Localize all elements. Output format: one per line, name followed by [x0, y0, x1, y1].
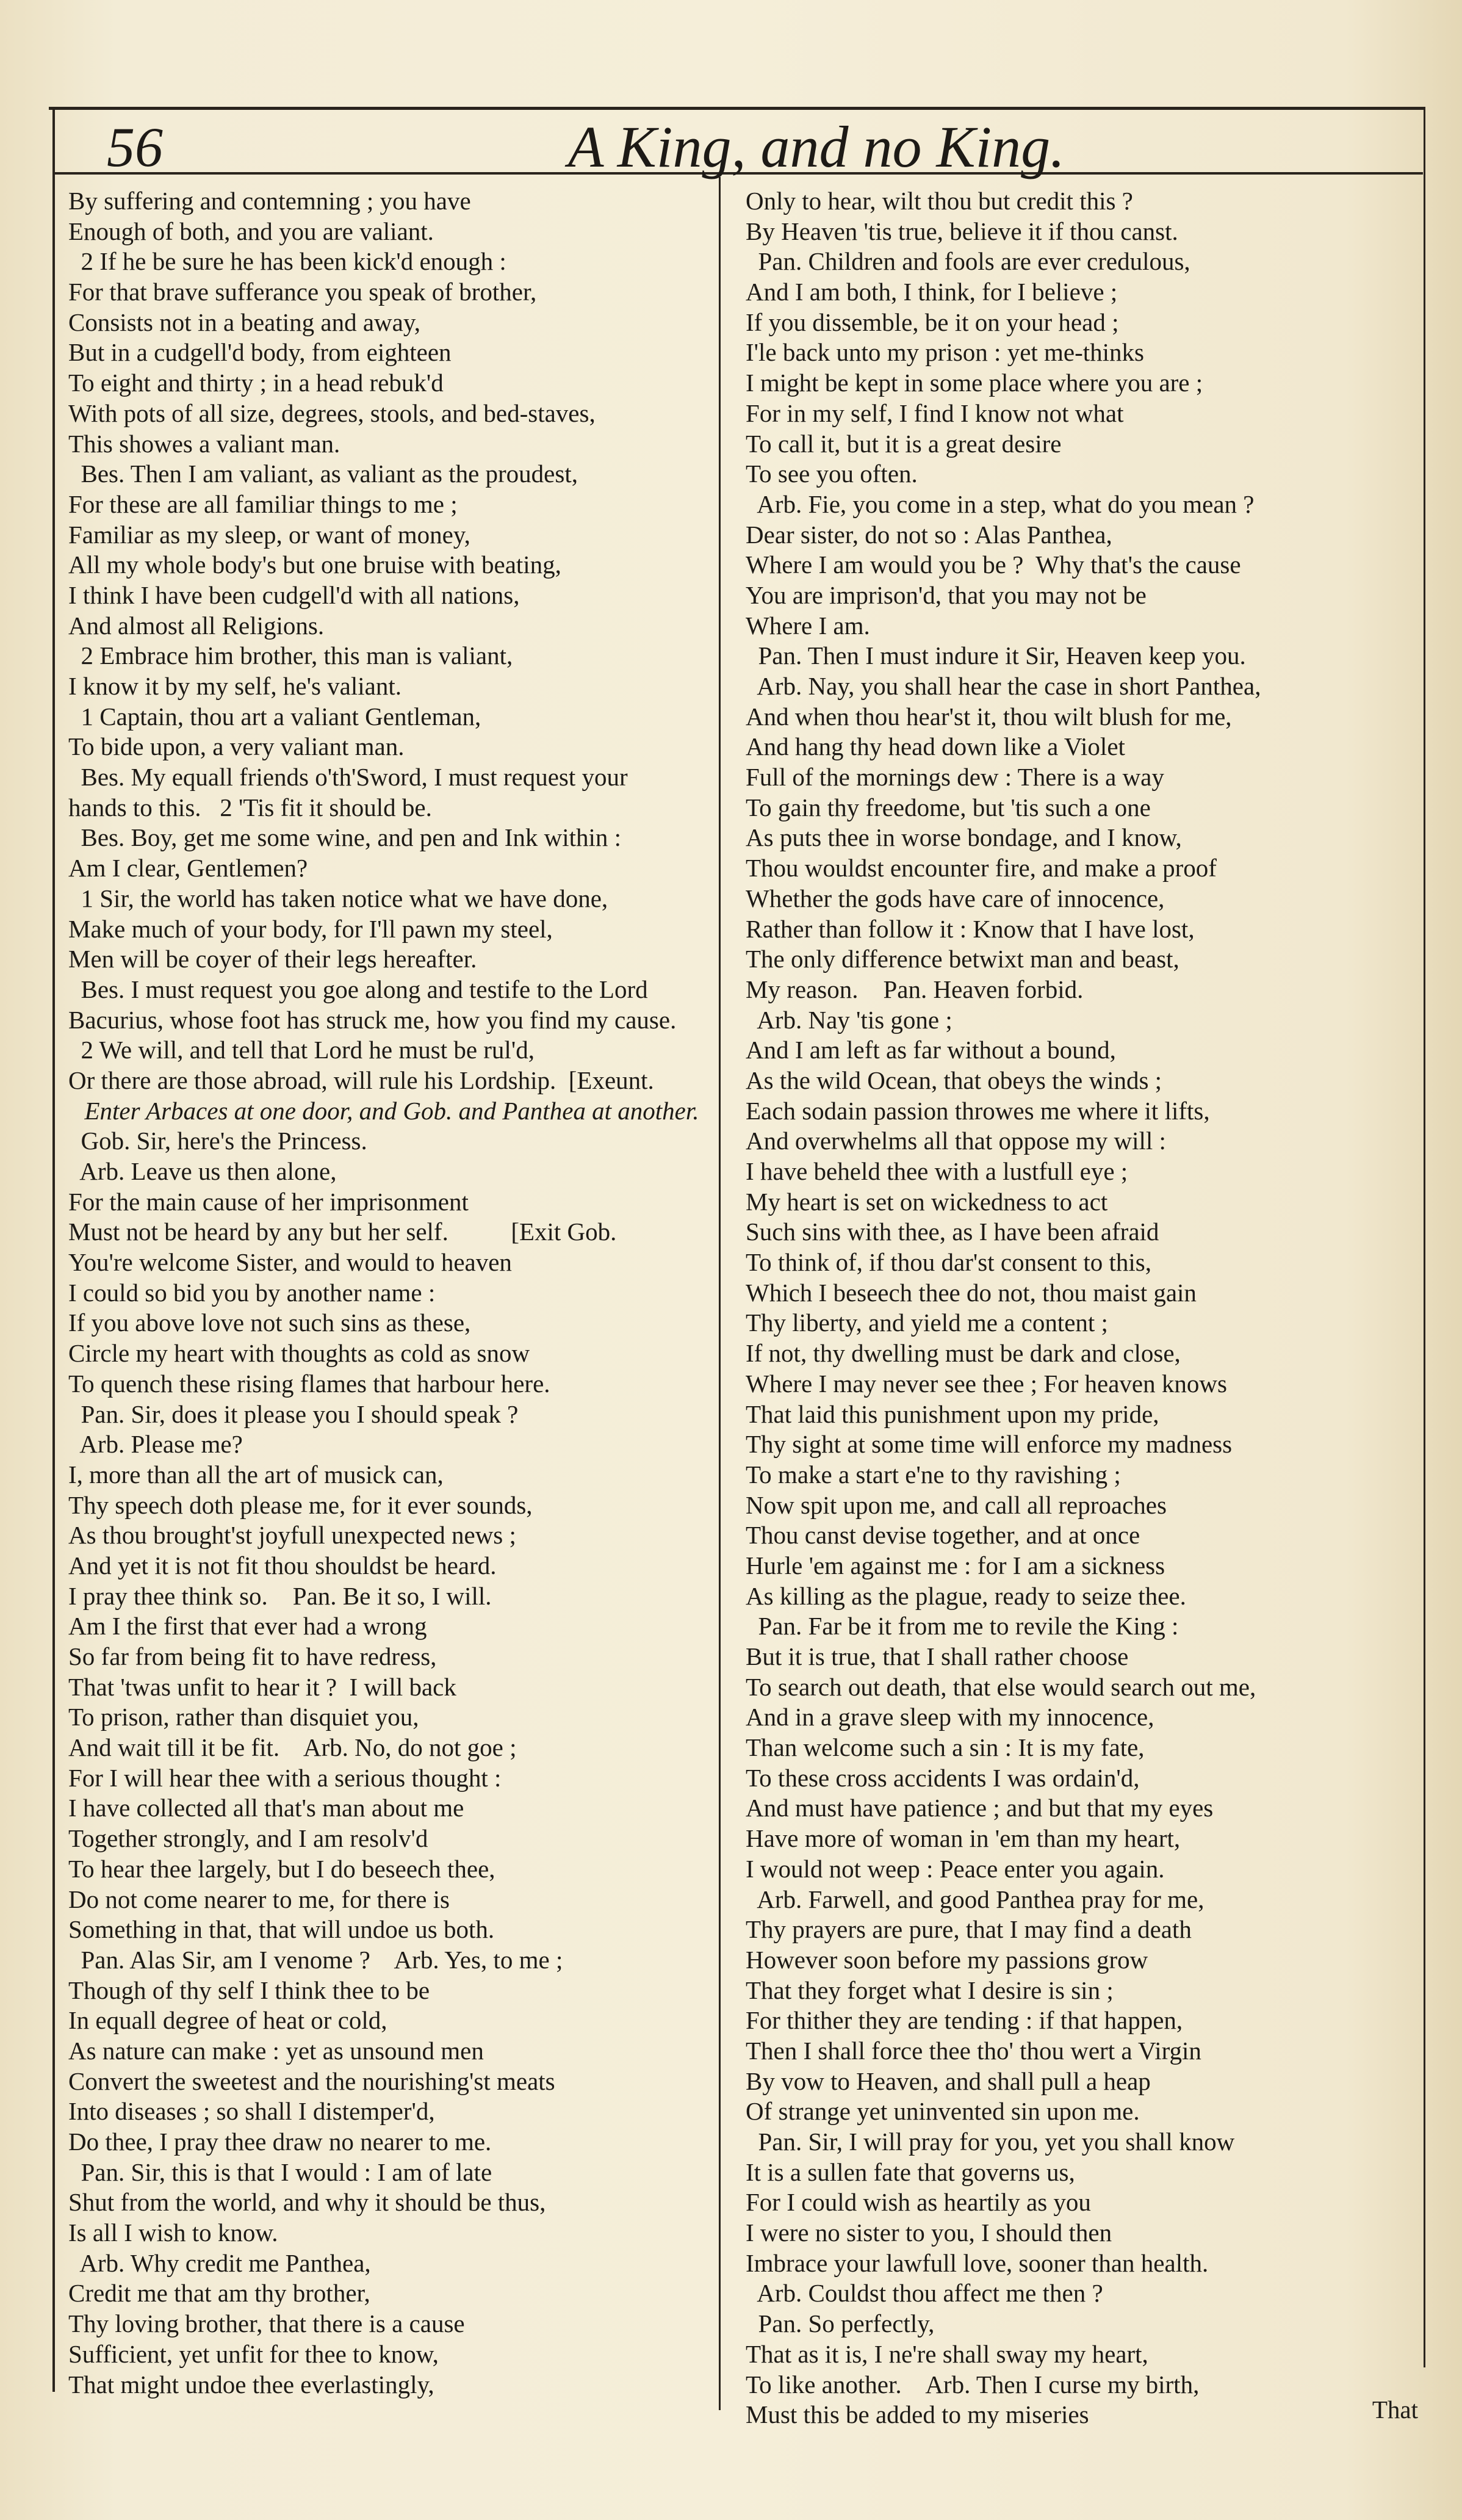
text-line: For thither they are tending : if that happen,	[746, 2006, 1183, 2035]
text-line: And yet it is not fit thou shouldst be heard.	[68, 1551, 497, 1580]
text-line: 2 Embrace him brother, this man is valiant,	[68, 641, 513, 670]
text-line: Arb. Nay 'tis gone ;	[746, 1005, 952, 1034]
text-line: Must not be heard by any but her self. [Exit Gob.	[68, 1218, 617, 1246]
left-border-rule	[52, 107, 55, 2392]
text-line: Arb. Farwell, and good Panthea pray for me,	[746, 1885, 1205, 1913]
text-line: Now spit upon me, and call all reproaches	[746, 1490, 1167, 1519]
text-line: To gain thy freedome, but 'tis such a one	[746, 793, 1151, 821]
text-line: The only difference betwixt man and beast,	[746, 945, 1179, 973]
text-line: I were no sister to you, I should then	[746, 2219, 1112, 2247]
text-line: This showes a valiant man.	[68, 429, 340, 458]
text-line: Do not come nearer to me, for there is	[68, 1885, 450, 1913]
text-line: To see you often.	[746, 460, 918, 488]
text-line: I think I have been cudgell'd with all nations,	[68, 580, 520, 609]
text-line: Thou canst devise together, and at once	[746, 1521, 1140, 1550]
text-line: As the wild Ocean, that obeys the winds ;	[746, 1066, 1162, 1094]
text-line: hands to this. 2 'Tis fit it should be.	[68, 793, 432, 821]
text-line: Something in that, that will undoe us both.	[68, 1915, 495, 1944]
text-line: Or there are those abroad, will rule his Lordship. [Exeunt.	[68, 1066, 654, 1094]
text-line: My reason. Pan. Heaven forbid.	[746, 975, 1084, 1003]
text-line: Which I beseech thee do not, thou maist gain	[746, 1278, 1197, 1307]
text-line: But in a cudgell'd body, from eighteen	[68, 338, 452, 367]
text-line: Bes. I must request you goe along and testife to the Lord	[68, 975, 648, 1003]
text-line: Than welcome such a sin : It is my fate,	[746, 1733, 1145, 1762]
text-line: Am I clear, Gentlemen?	[68, 854, 308, 883]
top-border-rule	[49, 107, 1425, 110]
text-line: And when thou hear'st it, thou wilt blush for me,	[746, 702, 1232, 731]
text-line: Though of thy self I think thee to be	[68, 1976, 430, 2004]
text-line: Hurle 'em against me : for I am a sickness	[746, 1551, 1165, 1580]
text-line: You are imprison'd, that you may not be	[746, 580, 1147, 609]
text-line: Bes. Boy, get me some wine, and pen and Ink within :	[68, 823, 622, 852]
text-line: However soon before my passions grow	[746, 1945, 1148, 1974]
text-line: That 'twas unfit to hear it ? I will back	[68, 1672, 456, 1701]
text-line: I, more than all the art of musick can,	[68, 1460, 444, 1489]
text-line: Consists not in a beating and away,	[68, 308, 420, 336]
text-line: Arb. Why credit me Panthea,	[68, 2248, 371, 2277]
text-line: Of strange yet uninvented sin upon me.	[746, 2097, 1140, 2126]
text-line: Pan. Sir, does it please you I should speak ?	[68, 1399, 519, 1428]
text-line: Together strongly, and I am resolv'd	[68, 1824, 428, 1853]
text-line: Bacurius, whose foot has struck me, how you find my cause.	[68, 1005, 677, 1034]
text-line: That as it is, I ne're shall sway my heart,	[746, 2339, 1148, 2368]
text-line: I could so bid you by another name :	[68, 1278, 436, 1307]
text-line: Thy loving brother, that there is a cause	[68, 2309, 465, 2338]
text-line: For these are all familiar things to me ;	[68, 489, 458, 518]
left-text-column	[68, 186, 715, 2400]
text-line: To call it, but it is a great desire	[746, 429, 1062, 458]
page-number: 56	[107, 116, 163, 178]
text-line: To quench these rising flames that harbour here.	[68, 1369, 550, 1398]
text-line: Thy prayers are pure, that I may find a death	[746, 1915, 1192, 1944]
text-line: Imbrace your lawfull love, sooner than health.	[746, 2248, 1209, 2277]
text-line: Bes. Then I am valiant, as valiant as the proudest,	[68, 460, 578, 488]
text-line: To hear thee largely, but I do beseech thee,	[68, 1854, 495, 1883]
text-line: Pan. Far be it from me to revile the King :	[746, 1612, 1179, 1641]
text-line: Only to hear, wilt thou but credit this ?	[746, 187, 1133, 215]
text-line: But it is true, that I shall rather choose	[746, 1642, 1129, 1670]
text-line: And must have patience ; and but that my eyes	[746, 1794, 1214, 1822]
text-line: By suffering and contemning ; you have	[68, 187, 471, 215]
text-line: I have collected all that's man about me	[68, 1794, 464, 1822]
text-line: I might be kept in some place where you are ;	[746, 369, 1203, 397]
text-line: 1 Captain, thou art a valiant Gentleman,	[68, 702, 481, 731]
text-line: To prison, rather than disquiet you,	[68, 1703, 419, 1731]
text-line: Do thee, I pray thee draw no nearer to me.	[68, 2128, 492, 2156]
text-line: Pan. So perfectly,	[746, 2309, 935, 2338]
text-line: Such sins with thee, as I have been afraid	[746, 1218, 1159, 1246]
text-line: Arb. Please me?	[68, 1430, 243, 1459]
text-line: Thou wouldst encounter fire, and make a proof	[746, 854, 1217, 883]
text-line: In equall degree of heat or cold,	[68, 2006, 387, 2035]
text-line: Dear sister, do not so : Alas Panthea,	[746, 520, 1112, 549]
text-line: By Heaven 'tis true, believe it if thou canst.	[746, 217, 1178, 245]
text-line: And hang thy head down like a Violet	[746, 732, 1125, 761]
running-title: A King, and no King.	[567, 114, 1065, 179]
text-line: If you dissemble, be it on your head ;	[746, 308, 1119, 336]
text-line: Pan. Alas Sir, am I venome ? Arb. Yes, to me ;	[68, 1945, 563, 1974]
text-line: 2 If he be sure he has been kick'd enough :	[68, 247, 506, 276]
text-line: I know it by my self, he's valiant.	[68, 672, 402, 700]
text-line: It is a sullen fate that governs us,	[746, 2157, 1075, 2186]
text-line: For I could wish as heartily as you	[746, 2188, 1091, 2217]
text-line: To these cross accidents I was ordain'd,	[746, 1763, 1140, 1792]
text-line: Pan. Children and fools are ever credulous,	[746, 247, 1190, 276]
text-line: That might undoe thee everlastingly,	[68, 2370, 434, 2399]
text-line: As nature can make : yet as unsound men	[68, 2036, 484, 2065]
text-line: Whether the gods have care of innocence,	[746, 884, 1165, 912]
text-line: Where I am would you be ? Why that's the cause	[746, 551, 1241, 579]
text-line: 1 Sir, the world has taken notice what we have done,	[68, 884, 608, 912]
text-line: Convert the sweetest and the nourishing'st meats	[68, 2067, 555, 2095]
text-line: Then I shall force thee tho' thou wert a Virgin	[746, 2036, 1201, 2065]
right-border-rule	[1424, 107, 1425, 2367]
text-line: Each sodain passion throwes me where it lifts,	[746, 1096, 1210, 1125]
text-line: As killing as the plague, ready to seize thee.	[746, 1581, 1186, 1610]
text-line: To eight and thirty ; in a head rebuk'd	[68, 369, 444, 397]
text-line: For that brave sufferance you speak of brother,	[68, 278, 537, 306]
text-line: Pan. Sir, this is that I would : I am of late	[68, 2157, 492, 2186]
text-line: To make a start e'ne to thy ravishing ;	[746, 1460, 1121, 1489]
text-line: By vow to Heaven, and shall pull a heap	[746, 2067, 1151, 2095]
text-line: Enter Arbaces at one door, and Gob. and Panthea at another.	[84, 1096, 699, 1125]
text-line: Have more of woman in 'em than my heart,	[746, 1824, 1181, 1853]
text-line: Thy sight at some time will enforce my madness	[746, 1430, 1233, 1459]
text-line: Pan. Then I must indure it Sir, Heaven keep you.	[746, 641, 1246, 670]
text-line: With pots of all size, degrees, stools, and bed-staves,	[68, 399, 596, 427]
column-divider-rule	[719, 177, 721, 2410]
text-line: For in my self, I find I know not what	[746, 399, 1124, 427]
text-line: To like another. Arb. Then I curse my birth,	[746, 2370, 1200, 2399]
text-line: Men will be coyer of their legs hereafter.	[68, 945, 477, 973]
text-line: As thou brought'st joyfull unexpected news ;	[68, 1521, 516, 1550]
text-line: 2 We will, and tell that Lord he must be rul'd,	[68, 1036, 535, 1064]
text-line: If not, thy dwelling must be dark and close,	[746, 1339, 1181, 1368]
text-line: Full of the mornings dew : There is a way	[746, 763, 1164, 792]
text-line: Rather than follow it : Know that I have lost,	[746, 914, 1195, 943]
text-line: That they forget what I desire is sin ;	[746, 1976, 1114, 2004]
text-line: I have beheld thee with a lustfull eye ;	[746, 1157, 1128, 1185]
text-line: Must this be added to my miseries	[746, 2400, 1089, 2429]
text-line: Familiar as my sleep, or want of money,	[68, 520, 470, 549]
text-line: As puts thee in worse bondage, and I know,	[746, 823, 1182, 852]
text-line: I would not weep : Peace enter you again.	[746, 1854, 1165, 1883]
text-line: And I am left as far without a bound,	[746, 1036, 1116, 1064]
text-line: Arb. Nay, you shall hear the case in short Panthea,	[746, 672, 1261, 700]
text-line: And almost all Religions.	[68, 611, 325, 640]
text-line: Thy speech doth please me, for it ever sounds,	[68, 1490, 533, 1519]
text-line: Where I may never see thee ; For heaven knows	[746, 1369, 1227, 1398]
text-line: Am I the first that ever had a wrong	[68, 1612, 427, 1641]
text-line: Bes. My equall friends o'th'Sword, I must request your	[68, 763, 628, 792]
text-line: To search out death, that else would search out me,	[746, 1672, 1256, 1701]
text-line: Thy liberty, and yield me a content ;	[746, 1309, 1108, 1337]
text-line: Enough of both, and you are valiant.	[68, 217, 434, 245]
text-line: All my whole body's but one bruise with beating,	[68, 551, 561, 579]
text-line: And I am both, I think, for I believe ;	[746, 278, 1118, 306]
text-line: To think of, if thou dar'st consent to this,	[746, 1248, 1152, 1277]
text-line: Into diseases ; so shall I distemper'd,	[68, 2097, 435, 2126]
catchword: That	[1372, 2395, 1418, 2424]
text-line: Is all I wish to know.	[68, 2219, 278, 2247]
text-line: If you above love not such sins as these,	[68, 1309, 471, 1337]
text-line: Shut from the world, and why it should be thus,	[68, 2188, 546, 2217]
text-line: To bide upon, a very valiant man.	[68, 732, 405, 761]
text-line: I'le back unto my prison : yet me-thinks	[746, 338, 1145, 367]
text-line: Pan. Sir, I will pray for you, yet you shall know	[746, 2128, 1235, 2156]
text-line: Circle my heart with thoughts as cold as snow	[68, 1339, 530, 1368]
text-line: Sufficient, yet unfit for thee to know,	[68, 2339, 439, 2368]
text-line: Arb. Leave us then alone,	[68, 1157, 337, 1185]
text-line: So far from being fit to have redress,	[68, 1642, 437, 1670]
text-line: You're welcome Sister, and would to heaven	[68, 1248, 512, 1277]
text-line: And wait till it be fit. Arb. No, do not goe ;	[68, 1733, 517, 1762]
text-line: For the main cause of her imprisonment	[68, 1187, 469, 1216]
text-line: I pray thee think so. Pan. Be it so, I will.	[68, 1581, 492, 1610]
text-line: And overwhelms all that oppose my will :	[746, 1127, 1166, 1155]
text-line: My heart is set on wickedness to act	[746, 1187, 1108, 1216]
text-line: Arb. Fie, you come in a step, what do you mean ?	[746, 489, 1255, 518]
text-line: Credit me that am thy brother,	[68, 2279, 370, 2308]
right-text-column	[746, 186, 1423, 2430]
text-line: Where I am.	[746, 611, 870, 640]
text-line: Arb. Couldst thou affect me then ?	[746, 2279, 1103, 2308]
text-line: That laid this punishment upon my pride,	[746, 1399, 1159, 1428]
text-line: And in a grave sleep with my innocence,	[746, 1703, 1154, 1731]
text-line: For I will hear thee with a serious thought :	[68, 1763, 502, 1792]
text-line: Gob. Sir, here's the Princess.	[68, 1127, 367, 1155]
text-line: Make much of your body, for I'll pawn my steel,	[68, 914, 553, 943]
